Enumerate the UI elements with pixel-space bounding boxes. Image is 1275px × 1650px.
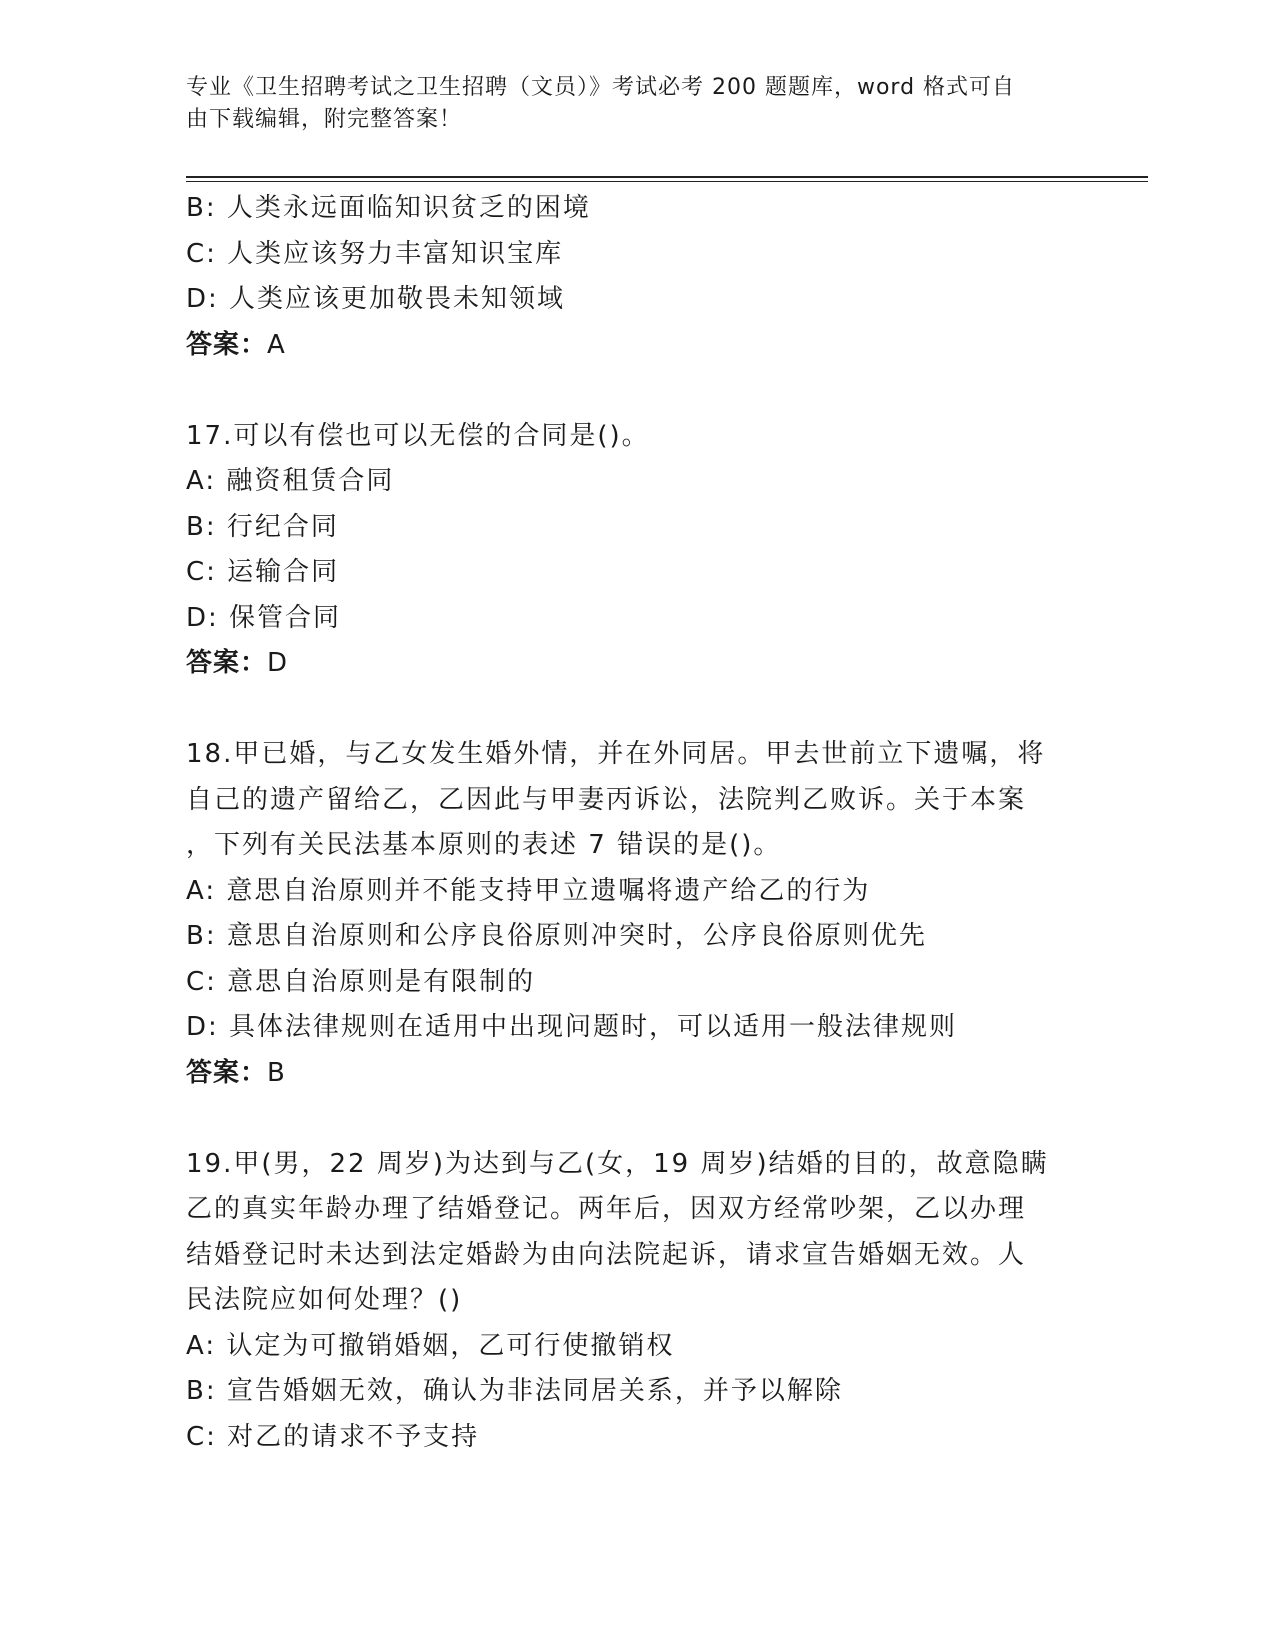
header-line-1: 专业《卫生招聘考试之卫生招聘（文员）》考试必考 200 题题库，word 格式可自	[186, 75, 1016, 100]
option-b: B: 行纪合同	[186, 511, 339, 542]
answer-value: A	[267, 329, 286, 360]
spacer	[186, 1096, 1086, 1142]
answer-line	[186, 323, 1086, 369]
answer-label: 答案：	[186, 648, 268, 678]
option-a: A: 融资租赁合同	[186, 466, 395, 496]
question-17	[186, 414, 1086, 687]
header-line-2: 由下载编辑，附完整答案！	[186, 107, 463, 132]
option-d: D: 保管合同	[186, 602, 342, 633]
option-b: B: 人类永远面临知识贫乏的困境	[186, 193, 591, 223]
option-d: D: 人类应该更加敬畏未知领域	[186, 284, 566, 314]
option-c: C: 意思自治原则是有限制的	[186, 966, 536, 997]
option-c: C: 对乙的请求不予支持	[186, 1421, 480, 1452]
answer-value: B	[267, 1057, 286, 1088]
question-stem-line-1: 19.甲(男，22 周岁)为达到与乙(女，19 周岁)结婚的目的，故意隐瞒	[186, 1148, 1049, 1179]
answer-label: 答案：	[186, 1057, 268, 1088]
question-list	[186, 186, 1086, 1460]
spacer	[186, 368, 1086, 414]
question-stem-line-1: 18.甲已婚，与乙女发生婚外情，并在外同居。甲去世前立下遗嘱，将	[186, 739, 1046, 769]
option-c: C: 运输合同	[186, 557, 340, 587]
answer-line	[186, 1051, 1086, 1097]
answer-label: 答案：	[186, 329, 268, 360]
answer-line	[186, 641, 1086, 687]
option-d: D: 具体法律规则在适用中出现问题时，可以适用一般法律规则	[186, 1012, 958, 1042]
question-stem-line-3: ，下列有关民法基本原则的表述 7 错误的是()。	[186, 830, 782, 860]
question-stem-line-3: 结婚登记时未达到法定婚龄为由向法院起诉，请求宣告婚姻无效。人	[186, 1239, 1027, 1270]
answer-value: D	[267, 648, 289, 678]
header-divider-thick	[186, 176, 1148, 178]
question-stem: 17.可以有偿也可以无偿的合同是()。	[186, 420, 650, 451]
header-divider-thin	[186, 181, 1148, 182]
option-b: B: 意思自治原则和公序良俗原则冲突时，公序良俗原则优先	[186, 921, 927, 951]
document-header	[186, 72, 1066, 136]
option-c: C: 人类应该努力丰富知识宝库	[186, 238, 564, 269]
option-a: A: 认定为可撤销婚姻，乙可行使撤销权	[186, 1330, 675, 1361]
question-stem-line-2: 乙的真实年龄办理了结婚登记。两年后，因双方经常吵架，乙以办理	[186, 1194, 1027, 1224]
question-16-tail	[186, 186, 1086, 368]
option-a: A: 意思自治原则并不能支持甲立遗嘱将遗产给乙的行为	[186, 875, 871, 906]
question-stem-line-4: 民法院应如何处理？()	[186, 1285, 463, 1315]
option-b: B: 宣告婚姻无效，确认为非法同居关系，并予以解除	[186, 1376, 843, 1406]
question-19	[186, 1142, 1086, 1461]
question-18	[186, 732, 1086, 1096]
spacer	[186, 687, 1086, 733]
question-stem-line-2: 自己的遗产留给乙，乙因此与甲妻丙诉讼，法院判乙败诉。关于本案	[186, 784, 1027, 815]
